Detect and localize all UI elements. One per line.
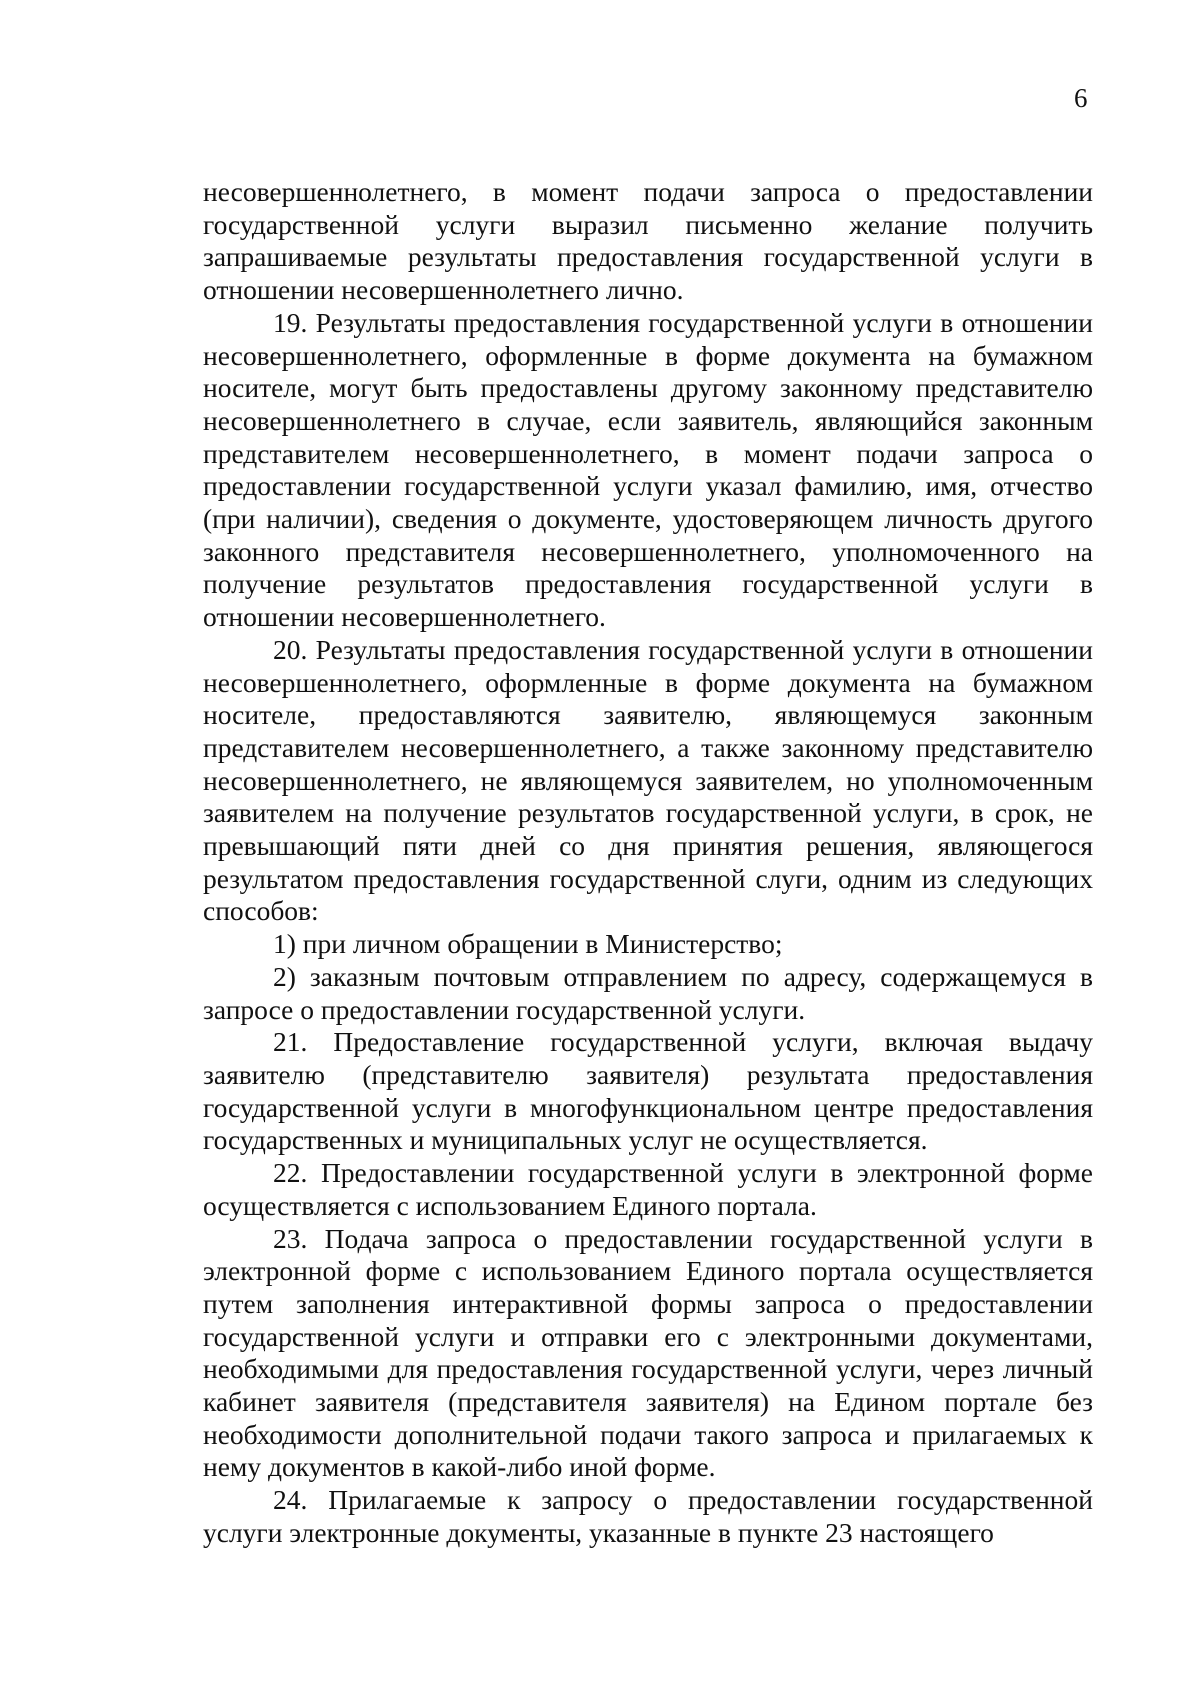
paragraph-continuation: несовершеннолетнего, в момент подачи запроса о предоставлении государственной услуги выразил письменно желание получить запрашиваемые результаты предоставления государственной услуги в отношении несовершеннолетнего лично. bbox=[203, 176, 1093, 306]
paragraph-subitem-1: 1) при личном обращении в Министерство; bbox=[273, 928, 783, 960]
paragraph-item-22: 22. Предоставлении государственной услуги в электронной форме осуществляется с использованием Единого портала. bbox=[203, 1157, 1093, 1221]
paragraph-item-23: 23. Подача запроса о предоставлении государственной услуги в электронной форме с использованием Единого портала осуществляется путем заполнения интерактивной формы запроса о предоставлении государственной услуги и отправки его с электронными документами, необходимыми для предоставления государственной услуги, через личный кабинет заявителя (представителя заявителя) на Едином портале без необходимости дополнительной подачи такого запроса и прилагаемых к нему документов в какой-либо иной форме. bbox=[203, 1222, 1093, 1483]
paragraph-item-19: 19. Результаты предоставления государственной услуги в отношении несовершеннолетнего, оформленные в форме документа на бумажном носителе, могут быть предоставлены другому законному представителю несовершеннолетнего в случае, если заявитель, являющийся законным представителем несовершеннолетнего, в момент подачи запроса о предоставлении государственной услуги указал фамилию, имя, отчество (при наличии), сведения о документе, удостоверяющем личность другого законного представителя несовершеннолетнего, уполномоченного на получение результатов предоставления государственной услуги в отношении несовершеннолетнего. bbox=[203, 306, 1093, 633]
paragraph-item-20: 20. Результаты предоставления государственной услуги в отношении несовершеннолетнего, оформленные в форме документа на бумажном носителе, предоставляются заявителю, являющемуся законным представителем несовершеннолетнего, а также законному представителю несовершеннолетнего, не являющемуся заявителем, но уполномоченным заявителем на получение результатов государственной услуги, в срок, не превышающий пяти дней со дня принятия решения, являющегося результатом предоставления государственной слуги, одним из следующих способов: bbox=[203, 633, 1093, 927]
document-body bbox=[203, 176, 1093, 1550]
paragraph-item-21: 21. Предоставление государственной услуги, включая выдачу заявителю (представителю заявителя) результата предоставления государственной услуги в многофункциональном центре предоставления государственных и муниципальных услуг не осуществляется. bbox=[203, 1026, 1093, 1156]
paragraph-item-24: 24. Прилагаемые к запросу о предоставлении государственной услуги электронные документы, указанные в пункте 23 настоящего bbox=[203, 1484, 1093, 1548]
paragraph-subitem-2: 2) заказным почтовым отправлением по адресу, содержащемуся в запросе о предоставлении государственной услуги. bbox=[203, 960, 1093, 1025]
page-number: 6 bbox=[1074, 83, 1088, 113]
